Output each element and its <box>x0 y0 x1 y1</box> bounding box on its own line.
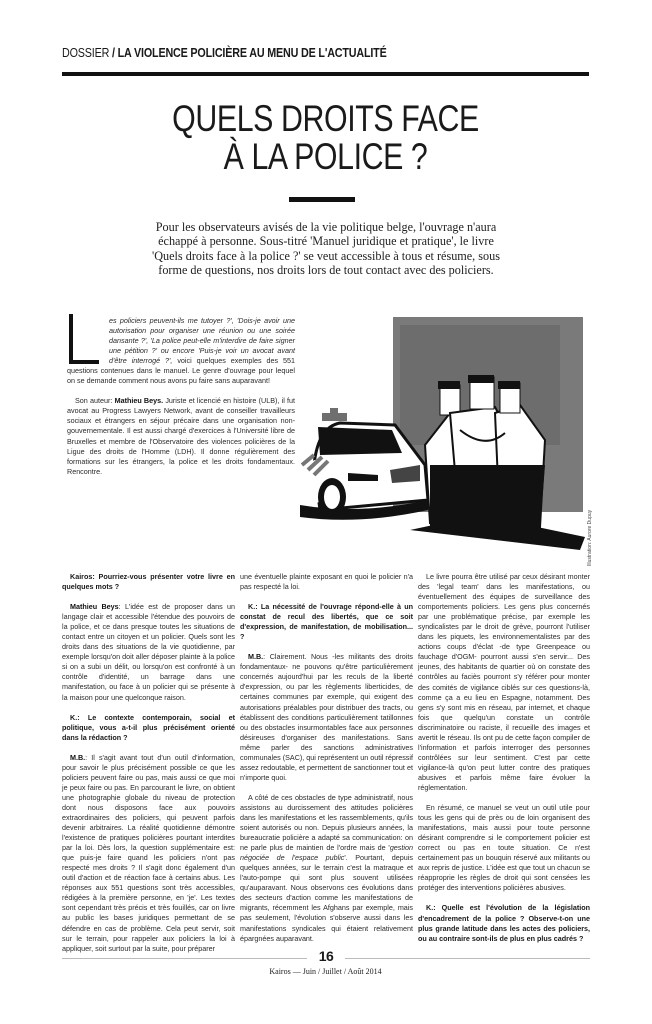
footer-divider-left <box>62 958 307 959</box>
illustration-credit: Illustration: Aurore Dupuy <box>587 509 593 566</box>
answer-text: A côté de ces obstacles de type administratif, nous assistons au durcissement des attitudes policières dans les manifestations et les rassemblements, qu'ils soient autorisés ou non. Depuis plusieurs années, la bureaucratie policière a adapté sa communication: on ne parle plus de maintien de l'ordre mais de ' <box>240 792 413 853</box>
answer-text: : L'idée est de proposer dans un langage clair et accessible l'étendue des pouvoirs de la police, et ce dans presque toutes les situations de contact entre un citoyen et un policier. Quels sont les droits dans des situations de la vie quotidienne, par exemple lorsqu'on doit aller déposer plainte à la police si on a subi un délit, ou lorsqu'on est confronté à un contrôle d'identité, un barrage dans une manifestation, ou face à un policier qui se présente à la maison pour une quelconque raison. <box>62 602 235 702</box>
interview-question: K.: La nécessité de l'ouvrage répond-elle à un constat de recul des libertés, que ce soit d'expression, de manifestation, de mobilisation... ? <box>240 602 413 642</box>
answer-continuation: une éventuelle plainte exposant en quoi le policier n'a pas respecté la loi. <box>240 572 413 592</box>
body-column-1 <box>62 572 235 964</box>
interview-question: K.: Quelle est l'évolution de la législation d'encadrement de la police ? Observe-t-on une plus grande latitude dans les actes des policiers, ou au contraire sont-ils de plus en plus cadrés ? <box>418 903 590 943</box>
rubric-topic: / LA VIOLENCE POLICIÈRE AU MENU DE L'ACTUALITÉ <box>112 46 387 60</box>
section-rubric <box>62 46 387 60</box>
interview-answer <box>240 652 413 783</box>
answer-paragraph: En résumé, ce manuel se veut un outil utile pour tous les gens qui de près ou de loin organisent des manifestations, mais aussi pour toute personne désirant comprendre si le comportement policier est correct ou pas en toute situation. Ce n'est certainement pas un bouquin réservé aux militants ou aux repris de justice. L'idée est que tout un chacun se réapproprie les règles de droit qui sont censées les protéger des interventions policières abusives. <box>418 803 590 893</box>
interview-question: Kairos: Pourriez-vous présenter votre livre en quelques mots ? <box>62 572 235 592</box>
title-divider <box>289 197 355 202</box>
answer-paragraph <box>240 793 413 944</box>
author-bio: Juriste et licencié en histoire (ULB), il fut avocat au Progress Lawyers Network, avant de conseiller travailleurs sociaux et étrangers en séjour précaire dans une organisation non-gouvernementale. Il est aussi chargé d'exercices à l'Université libre de Bruxelles et membre de l'Observatoire des violences policières de la Ligue des droits de l'Homme (LDH). Il donne régulièrement des formations sur les étrangers, la police et les droits fondamentaux. Rencontre. <box>67 396 295 476</box>
answer-text: : Clairement. Nous -les militants des droits fondamentaux- ne pouvons qu'être particulièrement concernés aujourd'hui par les reculs de la liberté d'expression, ou par les règlements liberticides, de certaines communes par exemple, qui exigent des autorisations préalables pour distribuer des tracts, ou établissent des conditions particulièrement tatillonnes ou des obstacles insurmontables face aux personnes désireuses d'organiser des manifestations. Sans même parler des sanctions administratives communales (SAC), qui représentent un outil répressif assez redoutable, et permettent de sanctionner tout et n'importe quoi. <box>240 652 413 782</box>
rubric-divider <box>62 72 589 76</box>
speaker-name: M.B. <box>248 652 264 662</box>
author-intro: Son auteur: <box>75 396 115 406</box>
page-title <box>62 100 589 176</box>
lede-column <box>67 316 295 487</box>
lede-paragraph <box>67 316 295 386</box>
answer-text: : Il s'agit avant tout d'un outil d'information, pour savoir le plus précisément possible ce que les policiers peuvent faire ou pas, mais aussi ce que moi je peux faire ou pas. En parcourant le livre, on obtient une photographie globale du niveau de protection dont nous disposons face aux pouvoirs extraordinaires des policiers, qui peuvent parfois devenir arbitraires. La réalité quotidienne démontre l'existence de pratiques policières pourtant interdites par la loi. Dès lors, la question supplémentaire est: que puis-je faire quand les policiers n'ont pas respecté mes droits ? Il s'agit donc également d'un outil d'action et de réaction face à certains abus. Les réponses aux 551 questions sont très accessibles, rédigées à la première personne, en 'je'. Les textes sont cependant très précis et très fouillés, car on livre au public les bases juridiques permettant de se défendre en cas de problème. Cela peut servir, soit sur le terrain, pour rappeler aux policiers la loi à appliquer, soit surtout par la suite, pour préparer <box>62 752 235 953</box>
author-name: Mathieu Beys. <box>114 396 164 406</box>
answer-paragraph: Le livre pourra être utilisé par ceux désirant monter des 'legal team' dans les manifestations, ou éventuellement des équipes de surveillance des comportements policiers. Les gens plus concernés par une problématique précise, par exemple les syndicalistes par le droit de grève, pourront l'utiliser dans les piquets, les environnementalistes par des actions coups d'éclat -de type Greenpeace ou fauchage d'OGM- pourront aussi s'en servir... Des jeunes, des habitants de quartier où on constate des contrôles au faciès pourront s'y référer pour monter des comités de vigilance ciblés sur ces questions-là, comme ça a eu lieu en Espagne, notamment. Des gens s'y sont mis en réseau, par internet, et chaque fois que quelqu'un constate un contrôle discriminatoire ou raciste, il recueille des images et avertit le réseau. Ils ont pu de cette façon compiler de l'information et parfois interroger des personnes contrôlées sur leur sentiment. C'est par cette vigilance-là qu'on peut lutter contre des pratiques abusives et parfois même faire évoluer la réglementation. <box>418 572 590 792</box>
lede-rest: voici quelques exemples des 551 questions contenues dans le manuel. Le genre d'ouvrage pour lequel on se demande comment nous avons pu faire sans auparavant! <box>67 356 296 386</box>
lede-italic-questions: es policiers peuvent-ils me tutoyer ?', 'Dois-je avoir une autorisation pour organiser une réunion ou une soirée dansante ?', 'La police peut-elle m'interdire de faire signer une pétition ?' ou encore 'Puis-je voir un avocat avant d'être interrogé ?', <box>109 316 295 366</box>
interview-answer <box>62 753 235 954</box>
title-line-1: QUELS DROITS FACE <box>172 98 479 139</box>
answer-text: '. Pourtant, depuis quelques années, sur le terrain c'est la matraque et l'auto-pompe qui sont plus souvent utilisées qu'auparavant. Nous observons ces évolutions dans des secteurs d'action comme les manifestations de migrants, récemment les Afghans par exemple, mais pas seulement, l'évolution s'observe aussi dans les manifestations syndicales qui étaient relativement épargnées auparavant. <box>240 853 413 943</box>
footer-divider-right <box>345 958 590 959</box>
illustration-police-car-officers <box>300 305 590 560</box>
page-number: 16 <box>318 948 334 964</box>
interview-answer <box>62 602 235 702</box>
title-line-2: À LA POLICE ? <box>223 136 428 177</box>
intro-standfirst: Pour les observateurs avisés de la vie politique belge, l'ouvrage n'aura échappé à personne. Sous-titré 'Manuel juridique et pratique', le livre 'Quels droits face à la police ?' se veut accessible à tous et résume, sous forme de questions, nos droits lors de tout contact avec des policiers. <box>152 220 500 278</box>
author-paragraph <box>67 396 295 476</box>
answer-italic-quote: gestion négociée de l'espace public <box>240 843 413 863</box>
body-column-2 <box>240 572 413 954</box>
speaker-name: M.B. <box>70 752 86 762</box>
dropcap-letter <box>67 314 105 364</box>
body-column-3 <box>418 572 590 954</box>
footer-publication: Kairos — Juin / Juillet / Août 2014 <box>269 967 382 976</box>
rubric-section: DOSSIER <box>62 46 110 60</box>
interview-question: K.: Le contexte contemporain, social et politique, vous a-t-il plus précisément orienté dans la rédaction ? <box>62 712 235 742</box>
speaker-name: Mathieu Beys <box>70 602 119 612</box>
